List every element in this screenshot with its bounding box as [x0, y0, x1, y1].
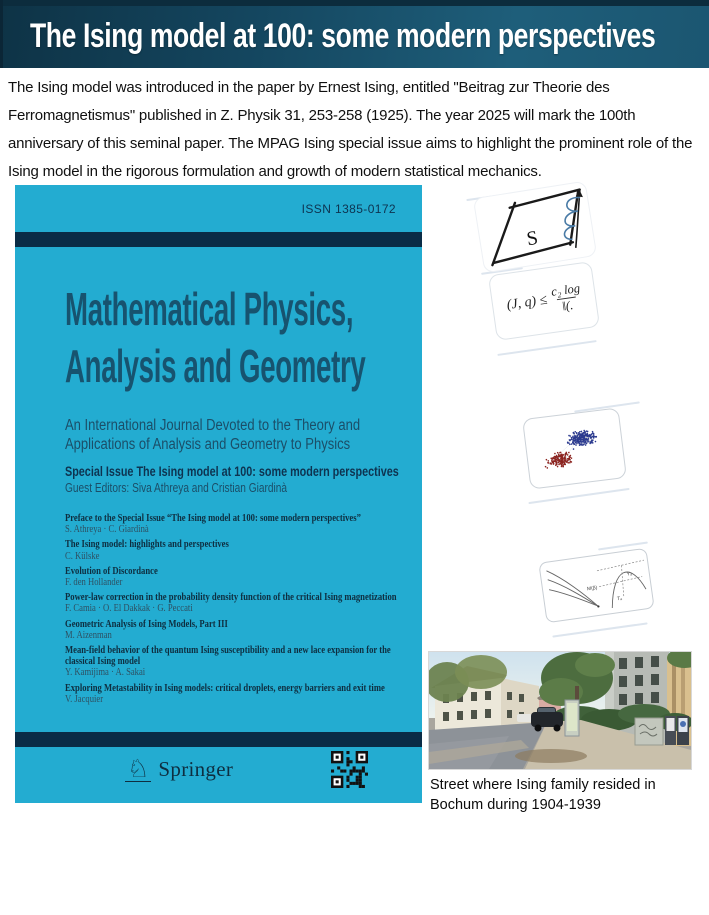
special-issue-title: Special Issue The Ising model at 100: some modern perspectives: [65, 464, 399, 479]
cover-bottom-bar: [15, 732, 422, 747]
banner: [0, 0, 709, 68]
article-title: Geometric Analysis of Ising Models, Part III: [65, 618, 228, 630]
article-entry: [65, 683, 413, 705]
article-authors: F. den Hollander: [65, 577, 123, 589]
article-title: The Ising model: highlights and perspectives: [65, 539, 229, 551]
surface-label: S: [525, 226, 540, 251]
issn-label: ISSN 1385-0172: [301, 202, 396, 216]
article-entry: [65, 566, 413, 588]
article-title: Exploring Metastability in Ising models: critical droplets, energy barriers and exit time: [65, 682, 385, 694]
street-photo-graphic: [429, 652, 691, 769]
springer-wordmark: Springer: [158, 757, 234, 781]
springer-knight-icon: ♘: [127, 755, 150, 783]
article-authors: Y. Kamijima · A. Sakai: [65, 667, 146, 679]
figure-formula-card: [488, 261, 600, 341]
curves-figure: [539, 549, 653, 622]
formula-fraction: [550, 280, 583, 315]
article-title: Mean-field behavior of the quantum Ising susceptibility and a new lace expansion for the classical Ising model: [65, 645, 391, 668]
article-entry: [65, 619, 413, 641]
article-authors: C. Külske: [65, 550, 100, 562]
curves-label-y: Yₐ: [626, 570, 633, 578]
article-entry: [65, 539, 413, 561]
article-title: Preface to the Special Issue “The Ising model at 100: some modern perspectives”: [65, 513, 361, 524]
journal-title-line2: Analysis and Geometry: [65, 340, 366, 392]
figure-curves-card: [538, 548, 654, 624]
article-authors: F. Camia · O. El Dakkak · G. Peccati: [65, 603, 193, 615]
article-title: Evolution of Discordance: [65, 565, 158, 577]
article-entry: [65, 513, 413, 535]
formula-numerator: c₂ log: [550, 280, 581, 299]
curves-label-t: Tₐ: [616, 595, 623, 603]
photo-caption: Street where Ising family resided in Bochum during 1904-1939: [430, 777, 656, 813]
intro-text: The Ising model was introduced in the paper by Ernest Ising, entitled "Beitrag zur Theorie des Ferromagnetismus" published in Z. Physik 31, 253-258 (1925). The year 2025 will mark the 100th anniversary of this seminal paper. The MPAG Ising special issue aims to highlight the prominent role of the Ising model in the rigorous formulation and growth of modern statistical mechanics.: [8, 79, 693, 180]
qr-code-icon: [331, 751, 368, 788]
curves-label-m: M(β): [586, 584, 598, 593]
journal-title-line1: Mathematical Physics,: [65, 283, 354, 335]
article-entry: [65, 645, 413, 679]
article-authors: S. Athreya · C. Giardinà: [65, 524, 149, 536]
street-photo: [428, 651, 692, 770]
article-entry: [65, 592, 413, 614]
journal-cover: [15, 185, 422, 803]
figure-surface-card: [473, 181, 597, 274]
figure-network-card: [522, 407, 627, 489]
network-graph: [523, 408, 626, 488]
page-edge-line: [528, 488, 629, 504]
page-title: The Ising model at 100: some modern perspectives: [30, 17, 656, 55]
surface-figure: [474, 182, 596, 273]
page-edge-line: [497, 340, 596, 356]
journal-subtitle: An International Journal Devoted to the Theory and Applications of Analysis and Geometry to Physics: [65, 417, 361, 453]
cover-top-bar: [15, 232, 422, 247]
article-authors: V. Jacquier: [65, 693, 104, 705]
article-list: [65, 513, 413, 709]
article-title: Power-law correction in the probability density function of the critical Ising magnetization: [65, 592, 397, 604]
springer-logo: [125, 757, 233, 782]
formula-lhs: (J, q) ≤: [505, 292, 549, 314]
guest-editors: Guest Editors: Siva Athreya and Cristian Giardinà: [65, 480, 288, 495]
page-edge-line: [552, 622, 647, 637]
journal-title: [65, 281, 365, 395]
formula-denominator: ‖(.: [557, 296, 578, 314]
article-authors: M. Aizenman: [65, 629, 112, 641]
